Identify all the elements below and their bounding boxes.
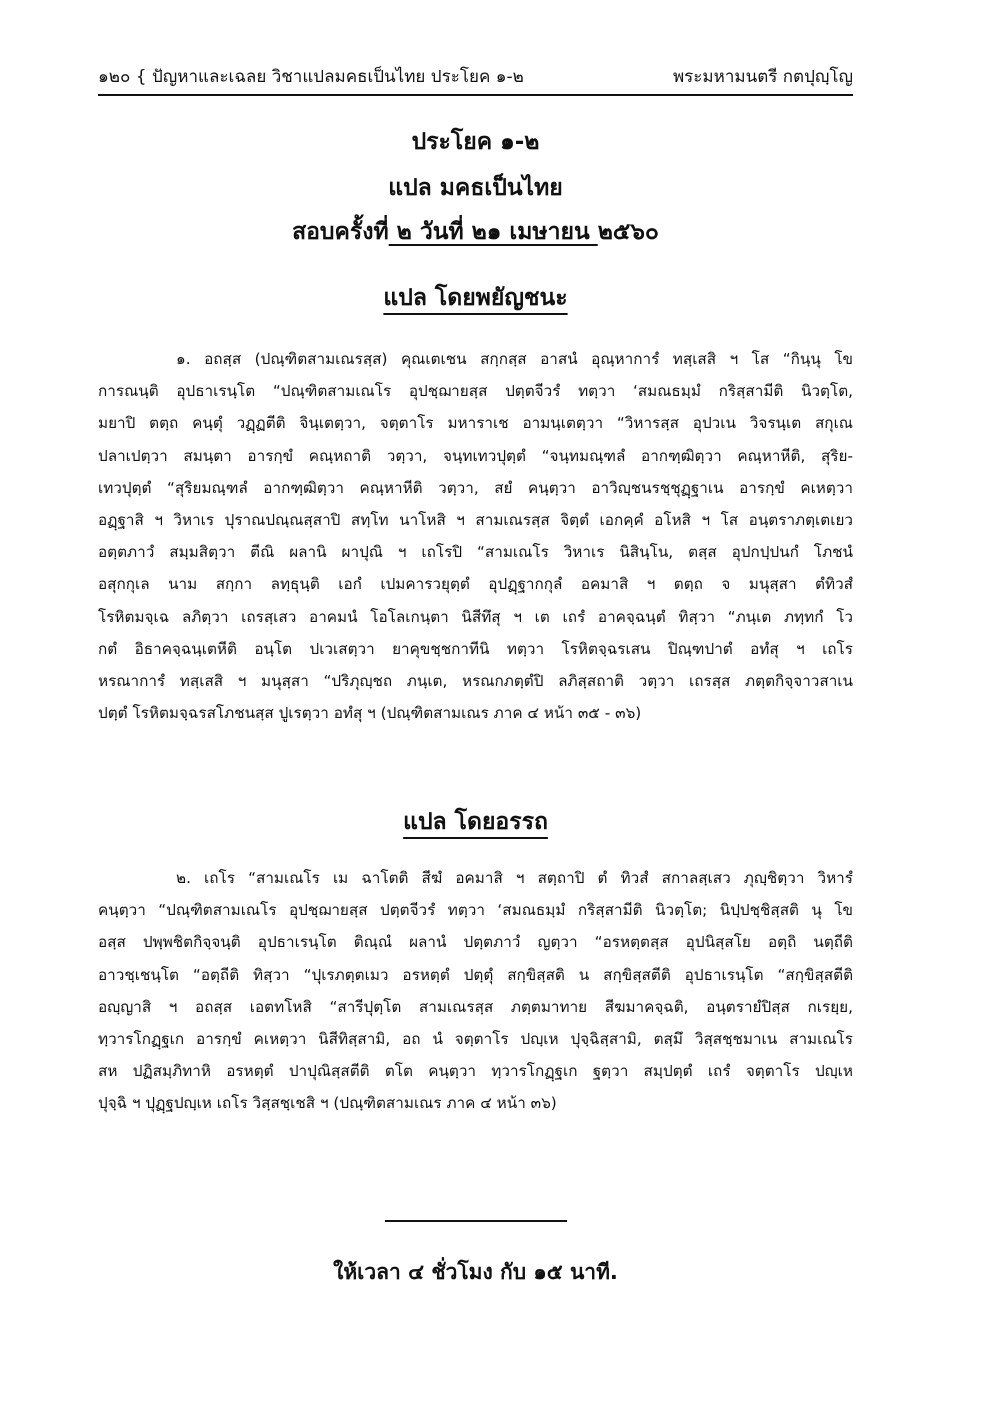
text-line: ๒. เถโร “สามเณโร เม ฉาโตติ สีฆํ อคมาสิ ฯ สตฺถาปิ ตํ ทิวสํ สกาลสฺเสว ภุญฺชิตฺวา วิหารํ xyxy=(176,869,853,887)
title-line-1: ประโยค ๑-๒ xyxy=(411,129,540,155)
text-line: โรหิตมจฺเฉ ลภิตฺวา เถรสฺเสว อาคมนํ โอโลเกนฺตา นิสีทึสุ ฯ เต เถรํ อาคจฺฉนฺตํ ทิสฺวา “ภนฺเต ภทฺทกํ โว xyxy=(98,607,853,626)
header-left: ๑๒๐ { ปัญหาและเฉลย วิชาแปลมคธเป็นไทย ประโยค ๑-๒ xyxy=(98,67,524,87)
exam-round-label: สอบครั้งที่ xyxy=(292,219,389,245)
text-line: ปลาเปตฺวา สมนฺตา อารกฺขํ คณฺหถาติ วตฺวา, จนฺทเทวปุตฺตํ “จนฺทมณฺฑลํ อากฑฺฒิตฺวา คณฺหาหีติ, สุริย- xyxy=(98,446,853,465)
meaning-translation-paragraph xyxy=(98,862,853,1120)
page-header xyxy=(98,62,853,96)
divider-line xyxy=(385,1220,567,1222)
text-line: กตํ อิธาคจฺฉนฺเตหีติ อนฺโต ปเวเสตฺวา ยาคุขชฺชกาทีนิ ทตฺวา โรหิตจฺฉรเสน ปิณฺฑปาตํ อทํสุ ฯ เถโร xyxy=(98,639,853,658)
section-heading-literal xyxy=(98,280,853,316)
title-line-2: แปล มคธเป็นไทย xyxy=(388,175,563,201)
text-line: อญฺญาสิ ฯ อถสฺส เอตทโหสิ “สารีปุตฺโต สามเณรสฺส ภตฺตมาทาย สีฆมาคจฺฉติ, อนฺตรายํปิสฺส กเรยฺย, xyxy=(98,997,853,1016)
exam-year: ๒๕๖๐ xyxy=(597,219,659,245)
text-line: ทฺวารโกฏฺฐเก อารกฺขํ คเหตฺวา นิสีทิสฺสามิ, อถ นํ จตฺตาโร ปญฺเห ปุจฺฉิสฺสามิ, ตสฺมึ วิสฺสชฺชมาเน สามเณโร xyxy=(98,1030,853,1049)
text-line: อฏฺฐาสิ ฯ วิหาเร ปุราณปณฺณสฺสาปิ สทฺโท นาโหสิ ฯ สามเณรสฺส จิตฺตํ เอกคฺคํ อโหสิ ฯ โส อนฺตราภตฺเตเยว xyxy=(98,511,853,530)
text-line: เทวปุตฺตํ “สุริยมณฺฑลํ อากฑฺฒิตฺวา คณฺหาหีติ วตฺวา, สยํ คนฺตฺวา อาวิญฺชนรชฺชุฏฺฐาเน อารกฺขํ คเหตฺวา xyxy=(98,478,853,497)
title-line-3 xyxy=(98,214,853,250)
header-right: พระมหามนตรี กตปุญฺโญ xyxy=(672,67,853,87)
text-line: อสฺส ปพฺพชิตกิจฺจนฺติ อุปธาเรนฺโต ติณฺณํ ผลานํ ปตฺตภาวํ ญตฺวา “อรหตฺตสฺส อุปนิสฺสโย อตฺถิ นตฺถีติ xyxy=(98,933,853,952)
text-line: สห ปฏิสมฺภิทาหิ อรหตฺตํ ปาปุณิสฺสตีติ ตโต คนฺตฺวา ทฺวารโกฏฺฐเก ฐตฺวา สมฺปตฺตํ เถรํ จตฺตาโร ปญฺเห xyxy=(98,1062,853,1081)
text-line: ปตฺตํ โรหิตมจฺฉรสโภชนสฺส ปูเรตฺวา อทํสุ ฯ (ปณฺฑิตสามเณร ภาค ๔ หน้า ๓๕ - ๓๖) xyxy=(98,704,642,723)
section-heading-meaning xyxy=(98,804,853,840)
text-line: อาวชฺเชนฺโต “อตฺถีติ ทิสฺวา “ปุเรภตฺตเมว อรหตฺตํ ปตฺตุํ สกฺขิสฺสติ น สกฺขิสฺสตีติ อุปธาเรนฺโต “สกฺขิสฺสตีติ xyxy=(98,965,853,984)
text-line: อตฺตภาวํ สมฺมสิตฺวา ตีณิ ผลานิ ผาปุณิ ฯ เถโรปิ “สามเณโร วิหาเร นิสินฺโน, ตสฺส อุปกปฺปนกํ โภชนํ xyxy=(98,543,853,562)
literal-translation-paragraph xyxy=(98,343,853,729)
text-line: ปุจฺฉิ ฯ ปุฏฺฐปญฺเห เถโร วิสฺสชฺเชสิ ฯ (ปณฺฑิตสามเณร ภาค ๔ หน้า ๓๖) xyxy=(98,1094,557,1113)
section-heading-literal-text: แปล โดยพยัญชนะ xyxy=(383,285,568,311)
text-line: หรณาการํ ทสฺเสสิ ฯ มนุสฺสา “ปริภุญฺชถ ภนฺเต, หรณกภตฺตํปิ ลภิสฺสถาติ วตฺวา เถรสฺส ภตฺตกิจฺจาวสาเน xyxy=(98,672,853,691)
text-line: การณนฺติ อุปธาเรนฺโต “ปณฺฑิตสามเณโร อุปชฺฌายสฺส ปตฺตจีวรํ ทตฺวา ‘สมณธมฺมํ กริสฺสามีติ นิวตฺโต, xyxy=(98,382,853,401)
text-line: คนฺตฺวา “ปณฺฑิตสามเณโร อุปชฺฌายสฺส ปตฺตจีวรํ ทตฺวา ‘สมณธมฺมํ กริสฺสามีติ นิวตฺโต; นิปฺปชฺชิสฺสติ นุ โข xyxy=(98,901,853,920)
section-heading-meaning-text: แปล โดยอรรถ xyxy=(403,809,548,835)
text-line: ๑. อถสฺส (ปณฺฑิตสามเณรสฺส) คุณเตเชน สกฺกสฺส อาสนํ อุณฺหาการํ ทสฺเสสิ ฯ โส “กินฺนุ โข xyxy=(176,350,853,368)
text-line: อสุกกุเล นาม สกฺกา ลทฺธุนฺติ เอกํ เปมคารวยุตฺตํ อุปฏฺฐากกุลํ อคมาสิ ฯ ตตฺถ จ มนุสฺสา ตํทิวสํ xyxy=(98,575,853,594)
text-line: มยาปิ ตตฺถ คนฺตุํ วฏฺฏตีติ จินฺเตตฺวา, จตฺตาโร มหาราเช อามนฺเตตฺวา “วิหารสฺส อุปวเน วิจรนฺเต สกุเณ xyxy=(98,414,853,433)
exam-date-underlined: ๒ วันที่ ๒๑ เมษายน xyxy=(388,219,598,245)
time-allowed: ให้เวลา ๔ ชั่วโมง กับ ๑๕ นาที. xyxy=(333,1260,618,1284)
